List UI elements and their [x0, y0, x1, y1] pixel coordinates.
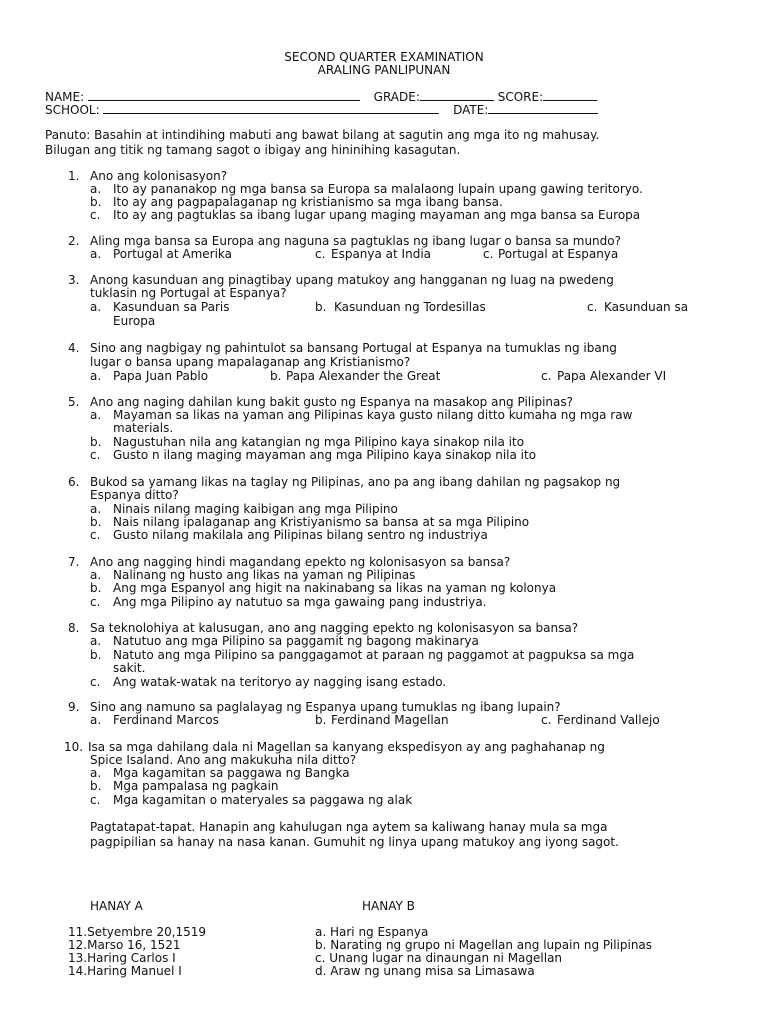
question-text: Ano ang naging dahilan kung bakit gusto ng Espanya na masakop ang Pilipinas?	[90, 395, 573, 409]
choice-letter[interactable]: c.	[587, 300, 598, 314]
choice-text: Nais nilang ipalaganap ang Kristiyanismo sa bansa at sa mga Pilipino	[113, 515, 530, 529]
choice-text: Ferdinand Magellan	[331, 713, 449, 727]
matching-right-item[interactable]: b. Narating ng grupo ni Magellan ang lupain ng Pilipinas	[315, 938, 653, 952]
choice-letter[interactable]: a.	[90, 182, 102, 196]
question-text: Sino ang namuno sa paglalayag ng Espanya upang tumuklas ng ibang lupain?	[90, 700, 561, 714]
instructions-line-2: Bilugan ang titik ng tamang sagot o ibigay ang hininihing kasagutan.	[45, 143, 461, 157]
question-number: 4.	[68, 341, 80, 355]
question-text: tuklasin ng Portugal at Espanya?	[90, 286, 287, 300]
choice-text: Natutuo ang mga Pilipino sa paggamit ng bagong makinarya	[113, 634, 479, 648]
choice-text: Gusto n ilang maging mayaman ang mga Pilipino kaya sinakop nila ito	[113, 448, 537, 462]
school-row	[45, 103, 598, 117]
choice-text: Mga kagamitan sa paggawa ng Bangka	[113, 766, 350, 780]
grade-label: GRADE:	[373, 90, 420, 104]
choice-text: Portugal at Espanya	[498, 247, 619, 261]
choice-letter[interactable]: a.	[90, 300, 102, 314]
choice-letter[interactable]: c.	[541, 713, 552, 727]
choice-text: Ninais nilang maging kaibigan ang mga Pilipino	[113, 502, 398, 516]
choice-letter[interactable]: b.	[90, 648, 102, 662]
question-number: 8.	[68, 621, 80, 635]
question-number: 1.	[68, 169, 80, 183]
choice-letter[interactable]: a.	[90, 568, 102, 582]
matching-instructions-1: Pagtatapat-tapat. Hanapin ang kahulugan nga aytem sa kaliwang hanay mula sa mga	[90, 820, 608, 834]
question-text: Espanya ditto?	[90, 488, 179, 502]
choice-letter[interactable]: b.	[270, 369, 282, 383]
question-number: 3.	[68, 273, 80, 287]
matching-right-item[interactable]: d. Araw ng unang misa sa Limasawa	[315, 964, 535, 978]
choice-text: Ang mga Espanyol ang higit na nakinabang sa likas na yaman ng kolonya	[113, 581, 557, 595]
choice-text: materials.	[113, 421, 174, 435]
choice-text: Nalinang ng husto ang likas na yaman ng Pilipinas	[113, 568, 416, 582]
choice-letter[interactable]: b.	[90, 581, 102, 595]
choice-text: sakit.	[113, 661, 146, 675]
choice-letter[interactable]: a.	[90, 502, 102, 516]
matching-left-item[interactable]: 12.Marso 16, 1521	[68, 938, 181, 952]
date-label: DATE:	[453, 103, 489, 117]
choice-text: Mga kagamitan o materyales sa paggawa ng alak	[113, 793, 413, 807]
choice-letter[interactable]: c.	[90, 208, 101, 222]
choice-letter[interactable]: b.	[315, 713, 327, 727]
question-text: Bukod sa yamang likas na taglay ng Pilipinas, ano pa ang ibang dahilan ng pagsakop ng	[90, 475, 621, 489]
choice-text: Papa Juan Pablo	[113, 369, 209, 383]
matching-instructions-2: pagpipilian sa hanay na nasa kanan. Gumuhit ng linya upang matukoy ang iyong sagot.	[90, 835, 619, 849]
question-text: Aling mga bansa sa Europa ang naguna sa pagtuklas ng ibang lugar o bansa sa mundo?	[90, 234, 621, 248]
choice-letter[interactable]: a.	[90, 766, 102, 780]
choice-text: Ito ay ang pagpapalaganap ng kristianismo sa mga ibang bansa.	[113, 195, 503, 209]
question-number: 2.	[68, 234, 80, 248]
score-field[interactable]	[543, 90, 597, 101]
choice-text: Portugal at Amerika	[113, 247, 233, 261]
question-text: Isa sa mga dahilang dala ni Magellan sa kanyang ekspedisyon ay ang paghahanap ng	[88, 740, 605, 754]
choice-letter[interactable]: b.	[90, 515, 102, 529]
choice-text: Natuto ang mga Pilipino sa panggagamot at paraan ng paggamot at pagpuksa sa mga	[113, 648, 635, 662]
question-number: 10.	[64, 740, 84, 754]
choice-text: Gusto nilang makilala ang Pilipinas bilang sentro ng industriya	[113, 528, 488, 542]
exam-subject: ARALING PANLIPUNAN	[317, 63, 451, 77]
choice-letter[interactable]: c.	[90, 595, 101, 609]
score-label: SCORE:	[497, 90, 544, 104]
choice-letter[interactable]: b.	[315, 300, 327, 314]
question-text: Sino ang nagbigay ng pahintulot sa bansang Portugal at Espanya na tumuklas ng ibang	[90, 341, 617, 355]
school-field[interactable]	[103, 103, 439, 114]
grade-field[interactable]	[420, 90, 494, 101]
choice-letter[interactable]: c.	[90, 675, 101, 689]
choice-letter[interactable]: a.	[90, 713, 102, 727]
question-text: Anong kasunduan ang pinagtibay upang matukoy ang hangganan ng luag na pwedeng	[90, 273, 614, 287]
matching-right-item[interactable]: a. Hari ng Espanya	[315, 925, 429, 939]
instructions-line-1: Panuto: Basahin at intindihing mabuti ang bawat bilang at sagutin ang mga ito ng mahusay.	[45, 128, 600, 142]
matching-right-item[interactable]: c. Unang lugar na dinaungan ni Magellan	[315, 951, 563, 965]
choice-text: Ferdinand Vallejo	[557, 713, 660, 727]
choice-text: Papa Alexander the Great	[286, 369, 441, 383]
question-number: 9.	[68, 700, 80, 714]
column-b-header: HANAY B	[362, 899, 415, 913]
choice-text: Papa Alexander VI	[557, 369, 667, 383]
choice-text-wrap: Europa	[113, 314, 156, 328]
matching-left-item[interactable]: 11.Setyembre 20,1519	[68, 925, 207, 939]
choice-text: Ito ay ang pagtuklas sa ibang lugar upang maging mayaman ang mga bansa sa Europa	[113, 208, 641, 222]
name-row	[45, 90, 597, 104]
question-number: 7.	[68, 555, 80, 569]
question-text: Spice Isaland. Ano ang makukuha nila ditto?	[90, 753, 357, 767]
choice-letter[interactable]: a.	[90, 408, 102, 422]
choice-letter[interactable]: b.	[90, 195, 102, 209]
name-field[interactable]	[88, 90, 360, 101]
question-number: 5.	[68, 395, 80, 409]
choice-letter[interactable]: b.	[90, 779, 102, 793]
choice-letter[interactable]: c.	[315, 247, 326, 261]
choice-letter[interactable]: c.	[483, 247, 494, 261]
choice-text: Ito ay pananakop ng mga bansa sa Europa sa malalaong lupain upang gawing teritoryo.	[113, 182, 643, 196]
question-text: Sa teknolohiya at kalusugan, ano ang nagging epekto ng kolonisasyon sa bansa?	[90, 621, 579, 635]
school-label: SCHOOL:	[45, 103, 100, 117]
choice-letter[interactable]: c.	[541, 369, 552, 383]
choice-text: Espanya at India	[331, 247, 432, 261]
choice-text: Kasunduan ng Tordesillas	[334, 300, 486, 314]
question-text: Ano ang nagging hindi magandang epekto ng kolonisasyon sa bansa?	[90, 555, 511, 569]
name-label: NAME:	[45, 90, 85, 104]
choice-text: Nagustuhan nila ang katangian ng mga Pilipino kaya sinakop nila ito	[113, 435, 525, 449]
matching-left-item[interactable]: 14.Haring Manuel I	[68, 964, 182, 978]
choice-text: Kasunduan sa Paris	[113, 300, 230, 314]
choice-letter[interactable]: c.	[90, 448, 101, 462]
choice-text: Mayaman sa likas na yaman ang Pilipinas kaya gusto nilang ditto kumaha ng mga raw	[113, 408, 633, 422]
choice-text: Ang watak-watak na teritoryo ay nagging isang estado.	[113, 675, 447, 689]
date-field[interactable]	[488, 103, 598, 114]
choice-letter[interactable]: a.	[90, 369, 102, 383]
column-a-header: HANAY A	[90, 899, 143, 913]
choice-text: Kasunduan sa	[604, 300, 689, 314]
exam-title: SECOND QUARTER EXAMINATION	[284, 50, 484, 64]
question-number: 6.	[68, 475, 80, 489]
choice-text: Ang mga Pilipino ay natutuo sa mga gawaing pang industriya.	[113, 595, 487, 609]
question-text: Ano ang kolonisasyon?	[90, 169, 228, 183]
question-text: lugar o bansa upang mapalaganap ang Kristianismo?	[90, 355, 411, 369]
choice-letter[interactable]: a.	[90, 634, 102, 648]
choice-letter[interactable]: a.	[90, 247, 102, 261]
choice-letter[interactable]: c.	[90, 793, 101, 807]
choice-text: Mga pampalasa ng pagkain	[113, 779, 279, 793]
choice-letter[interactable]: c.	[90, 528, 101, 542]
choice-letter[interactable]: b.	[90, 435, 102, 449]
matching-left-item[interactable]: 13.Haring Carlos I	[68, 951, 176, 965]
choice-text: Ferdinand Marcos	[113, 713, 219, 727]
